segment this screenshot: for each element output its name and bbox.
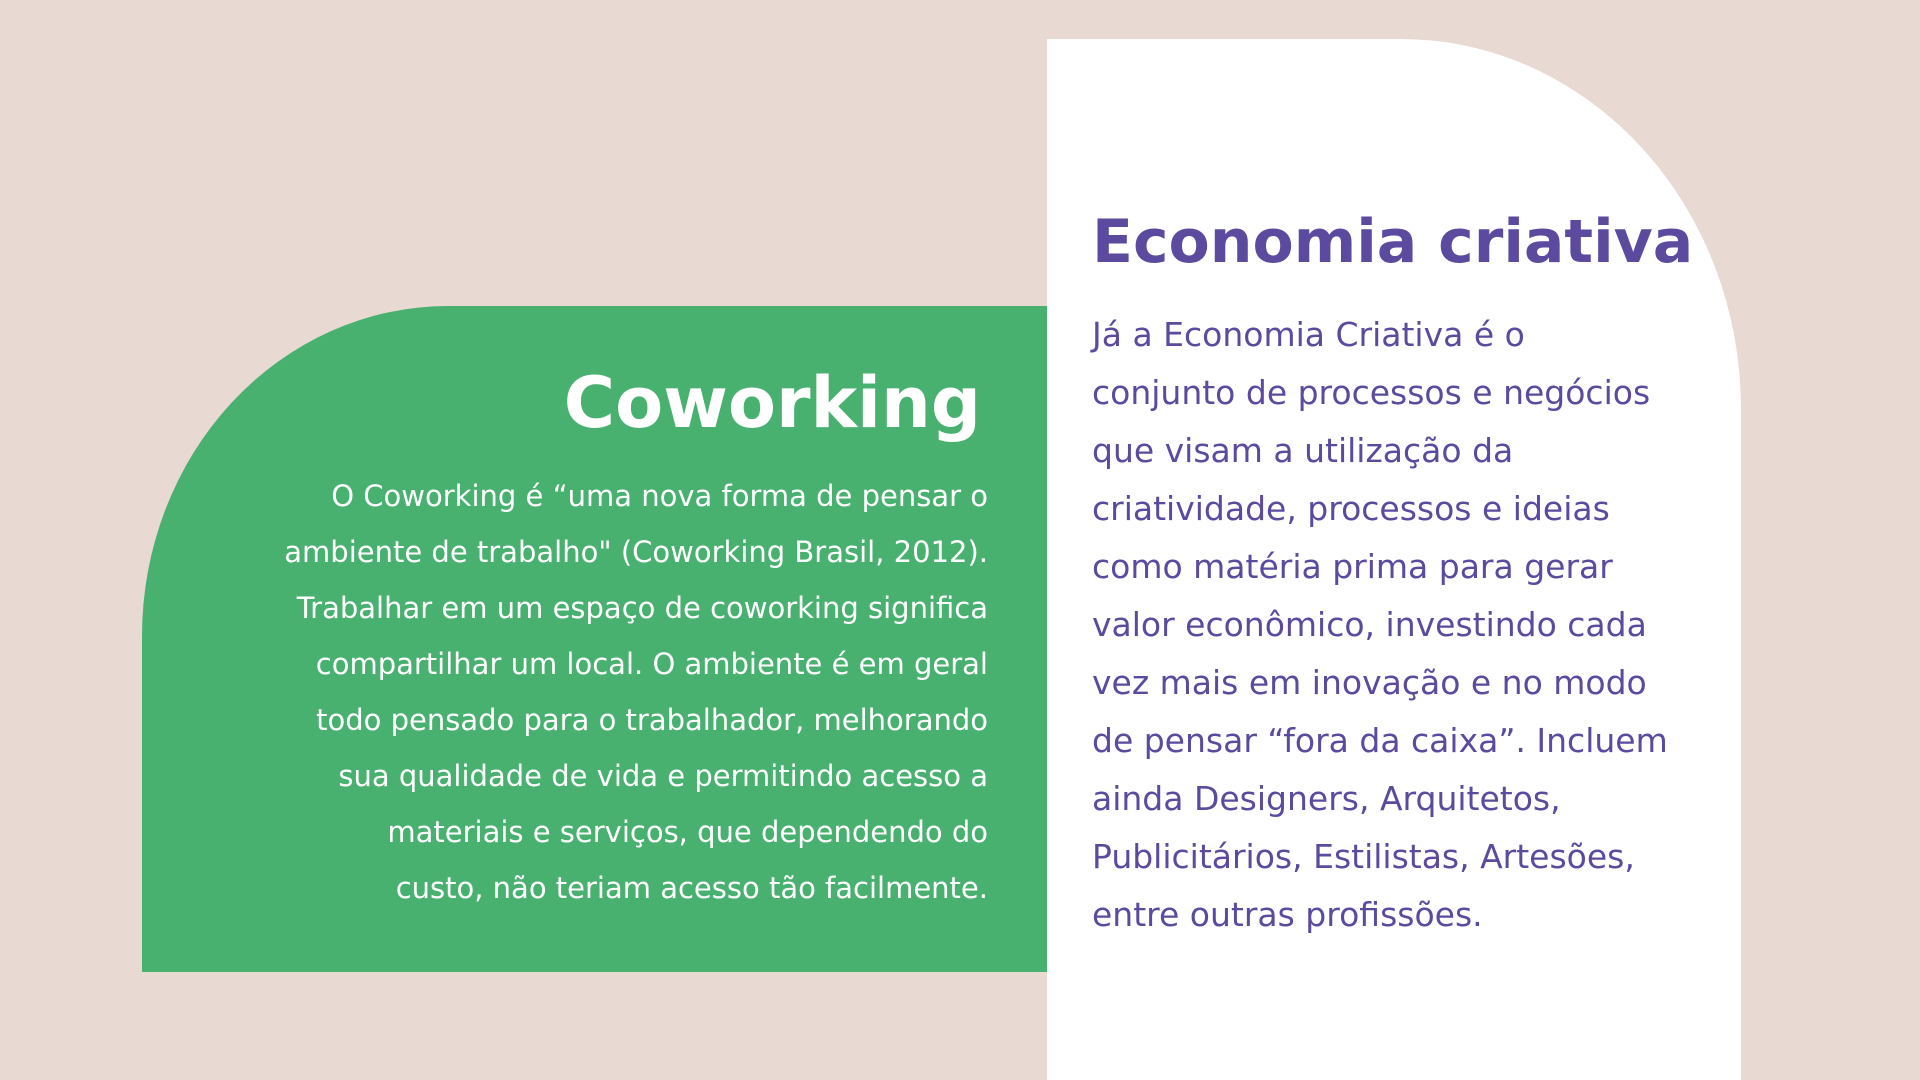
economia-line: criatividade, processos e ideias [1092,489,1610,528]
coworking-line: custo, não teriam acesso tão facilmente. [395,871,988,905]
economia-line: conjunto de processos e negócios [1092,373,1651,412]
coworking-title: Coworking [563,362,981,444]
economia-line: Publicitários, Estilistas, Artesões, [1092,837,1635,876]
coworking-line: ambiente de trabalho" (Coworking Brasil, 2012). [284,535,988,569]
coworking-line: todo pensado para o trabalhador, melhorando [316,703,988,737]
economia-criativa-description [1092,306,1712,944]
economia-criativa-title: Economia criativa [1092,207,1694,277]
coworking-description [188,468,988,916]
economia-line: que visam a utilização da [1092,431,1514,470]
economia-line: como matéria prima para gerar [1092,547,1613,586]
economia-line: valor econômico, investindo cada [1092,605,1647,644]
coworking-line: materiais e serviços, que dependendo do [387,815,988,849]
economia-line: entre outras profissões. [1092,895,1483,934]
economia-line: de pensar “fora da caixa”. Incluem [1092,721,1668,760]
coworking-line: Trabalhar em um espaço de coworking significa [296,591,988,625]
economia-line: vez mais em inovação e no modo [1092,663,1647,702]
coworking-line: compartilhar um local. O ambiente é em geral [315,647,988,681]
coworking-line: O Coworking é “uma nova forma de pensar o [331,479,988,513]
coworking-line: sua qualidade de vida e permitindo acesso a [338,759,988,793]
economia-line: ainda Designers, Arquitetos, [1092,779,1561,818]
economia-line: Já a Economia Criativa é o [1092,315,1525,354]
